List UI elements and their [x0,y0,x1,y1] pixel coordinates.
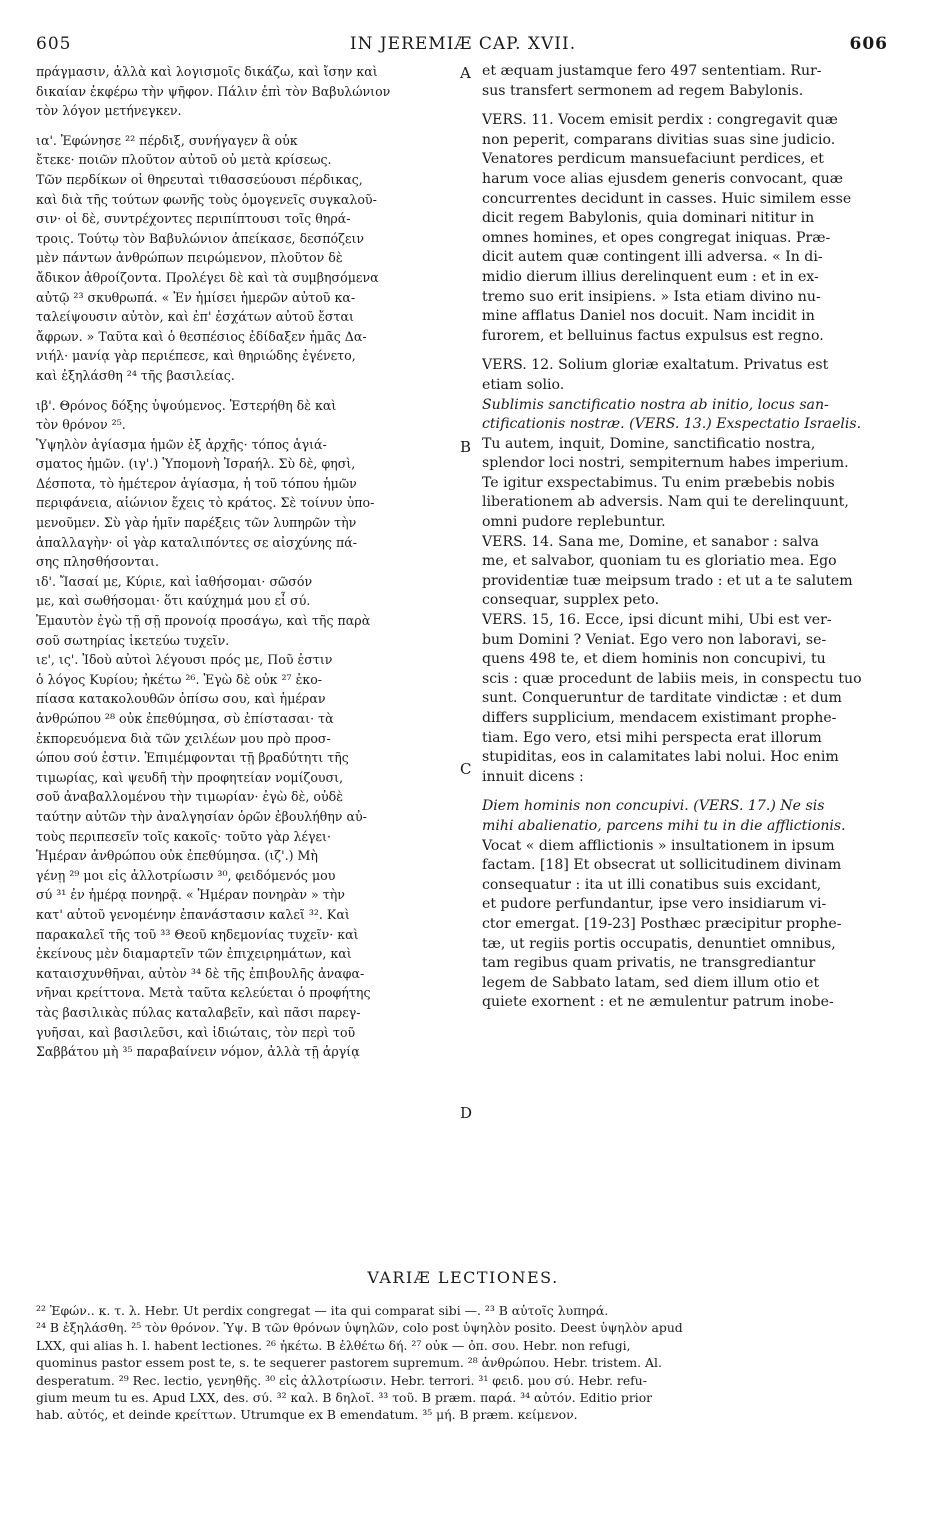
latin-text-line: tæ, ut regiis portis occupatis, denuntiet omnibus, [482,935,836,952]
paragraph-gap [36,121,456,131]
latin-text-line: VERS. 11. Vocem emisit perdix : congregavit quæ [482,112,838,129]
latin-text-line: tremo suo erit insipiens. » Ista etiam divino nu- [482,288,821,305]
greek-text-line: ἄφρων. » Ταῦτα καὶ ὁ θεσπέσιος ἐδίδαξεν ἡμᾶς Δα- [36,328,367,344]
latin-text-line: harum voce alias ejusdem generis convocant, quæ [482,170,844,187]
page-number-left: 605 [36,34,72,54]
greek-text-line: σοῦ ἀναβαλλομένου τὴν τιμωρίαν· ἐγὼ δὲ, οὐδὲ [36,789,343,805]
latin-text-line: consequatur : ita ut illi conatibus suis excidant, [482,876,822,893]
latin-text-line: Diem hominis non concupivi. (VERS. 17.) Ne sis [482,798,825,815]
greek-text-line: μενοῦμεν. Σὺ γὰρ ἡμῖν παρέξεις τῶν λυπηρῶν τὴν [36,515,357,531]
greek-text-line: σύ ³¹ ἐν ἡμέρᾳ πονηρᾷ. « Ἡμέραν πονηρὰν » τὴν [36,887,345,903]
greek-text-line: τοὺς περιπεσεῖν τοῖς κακοῖς· τοῦτο γὰρ λέγει· [36,828,331,844]
greek-text-line: τροις. Τούτῳ τὸν Βαβυλώνιον ἀπείκασε, δεσπόζειν [36,230,365,246]
latin-text-line: omnes homines, et opes congregat iniquas. Præ- [482,229,831,246]
greek-text-line: Ἡμέραν ἀνθρώπου οὐκ ἐπεθύμησα. (ιζ'.) Μὴ [36,848,318,864]
latin-text-line: Te igitur exspectabimus. Tu enim præbebis nobis [482,474,835,491]
greek-text-line: κατ' αὐτοῦ γενομένην ἐπανάστασιν καλεῖ ³². Καὶ [36,906,350,922]
latin-text-line: et æquam justamque fero 497 sententiam. Rur- [482,63,822,79]
greek-text-line: ταλείψουσιν αὐτὸν, καὶ ἐπ' ἐσχάτων αὐτοῦ ἔσται [36,309,354,325]
greek-text-line: γένῃ ²⁹ μοι εἰς ἀλλοτρίωσιν ³⁰, φειδόμενός μου [36,867,336,883]
footnote-line: gium meum tu es. Apud LXX, des. σύ. ³² καλ. B δηλοῖ. ³³ τοῦ. B præm. παρά. ³⁴ αὐτόν. Editio prior [36,1389,653,1405]
greek-text-line: σοῦ σωτηρίας ἱκετεύω τυχεῖν. [36,632,230,648]
paragraph-gap [482,346,892,356]
margin-letter-c: C [460,760,472,778]
latin-text-line: tam regibus quam privatis, ne transgrediantur [482,955,816,972]
footnote-line: desperatum. ²⁹ Rec. lectio, γενηθῆς. ³⁰ εἰς ἀλλοτρίωσιν. Hebr. terrori. ³¹ φειδ. μου σύ. Hebr. refu- [36,1372,647,1388]
greek-text-line: ὁ λόγος Κυρίου; ἠκέτω ²⁶. Ἐγὼ δὲ οὐκ ²⁷ ἐκο- [36,671,323,687]
footnote-line: ²⁴ B ἐξηλάσθη. ²⁵ τὸν θρόνον. Ὑψ. B τῶν θρόνων ὑψηλῶν, colo post ὑψηλὸν posito. Deest ὑψηλὸν apud [36,1320,683,1336]
greek-text-line: Δέσποτα, τὸ ἡμέτερον ἁγίασμα, ἡ τοῦ τόπου ἡμῶν [36,475,357,491]
greek-text-line: σης πλησθήσονται. [36,554,159,570]
latin-text-line: midio dierum illius derelinquent eum : et in ex- [482,268,819,285]
latin-text-line: furorem, et belluinus factus expulsus est regno. [482,327,824,344]
latin-text-line: tiam. Ego vero, etsi mihi perspecta erat illorum [482,729,822,746]
latin-text-line: mine afflatus Daniel nos docuit. Nam incidit in [482,308,815,325]
latin-text-line: differs supplicium, mendacem existimant prophe- [482,710,837,726]
latin-text-line: bum Domini ? Veniat. Ego vero non laboravi, se- [482,631,827,648]
greek-text-line: Ἐμαυτὸν ἐγὼ τῇ σῇ προνοίᾳ προσάγω, καὶ τῆς παρὰ [36,613,371,629]
latin-text-line: ctificationis nostræ. (VERS. 13.) Exspectatio Israelis. [482,416,862,433]
greek-text-line: τιμωρίας, καὶ ψευδῆ τὴν προφητείαν νομίζουσι, [36,769,344,785]
greek-text-line: ἀπαλλαγὴν· οἱ γὰρ καταλιπόντες σε αἰσχύνης πά- [36,534,358,550]
latin-text-line: providentiæ tuæ meipsum trado : et ut a te salutem [482,572,853,589]
latin-text-line: sus transfert sermonem ad regem Babylonis. [482,82,804,99]
latin-text-line: dicit autem quæ contingent illi adversa. « In di- [482,249,823,266]
greek-text-line: ιδ'. Ἴασαί με, Κύριε, καὶ ἰαθήσομαι· σῶσόν [36,573,313,589]
greek-column [36,62,456,1062]
greek-text-line: ώπου σού ἐστιν. Ἐπιμέμφονται τῇ βραδύτητι τῆς [36,750,349,766]
greek-text-line: Σαββάτου μὴ ³⁵ παραβαίνειν νόμον, ἀλλὰ τῇ ἀργίᾳ [36,1044,360,1060]
latin-column [482,62,892,1013]
greek-text-line: παρακαλεῖ τῆς τοῦ ³³ Θεοῦ κηδεμονίας τυχεῖν· καὶ [36,926,359,942]
greek-text-line: ἀνθρώπου ²⁸ οὐκ ἐπεθύμησα, σὺ ἐπίστασαι· τὰ [36,711,334,726]
footnote-line: ²² Ἐφών.. κ. τ. λ. Hebr. Ut perdix congregat — ita qui comparat sibi —. ²³ B αὐτοῖς λυπηρά. [36,1303,609,1318]
greek-text-line: Ὑψηλὸν ἁγίασμα ἡμῶν ἐξ ἀρχῆς· τόπος ἁγιά- [36,436,327,452]
greek-text-line: ιε', ις'. Ἰδοὺ αὐτοὶ λέγουσι πρός με, Ποῦ ἐστιν [36,652,333,668]
greek-text-line: ἔτεκε· ποιῶν πλοῦτον αὐτοῦ οὐ μετὰ κρίσεως. [36,152,332,168]
latin-text-line: non peperit, comparans divitias suas sine judicio. [482,131,836,148]
latin-text-line: scis : quæ procedunt de labiis meis, in conspectu tuo [482,670,862,687]
margin-letter-b: B [460,438,472,456]
latin-text-line: sunt. Conqueruntur de tarditate vindictæ : et dum [482,690,842,707]
greek-text-line: ιβ'. Θρόνος δόξης ὑψούμενος. Ἐστερήθη δὲ καὶ [36,397,337,413]
footnote-line: quominus pastor essem post te, s. te sequerer pastorem supremum. ²⁸ ἀνθρώπου. Hebr. tristem. Al. [36,1355,662,1371]
latin-text-line: Sublimis sanctificatio nostra ab initio, locus san- [482,396,829,413]
greek-text-line: καὶ ἐξηλάσθη ²⁴ τῆς βασιλείας. [36,367,235,383]
greek-text-line: τὰς βασιλικὰς πύλας καταλαβεῖν, καὶ πᾶσι παρεγ- [36,1004,361,1020]
latin-text-line: VERS. 14. Sana me, Domine, et sanabor : salva [482,533,819,550]
latin-text-line: mihi abalienatio, parcens mihi tu in die afflictionis. [482,817,846,834]
latin-text-line: consequar, supplex peto. [482,592,660,609]
latin-text-line: Vocat « diem afflictionis » insultationem in ipsum [482,837,835,854]
footnote-line: LXX, qui alias h. l. habent lectiones. ²⁶ ἠκέτω. B ἐλθέτω δή. ²⁷ οὐκ — ὀπ. σου. Hebr. non refugi, [36,1337,631,1353]
greek-text-line: σματος ἡμῶν. (ιγ'.) Ὑπομονὴ Ἰσραήλ. Σὺ δὲ, φησὶ, [36,456,356,472]
latin-text-line: VERS. 15, 16. Ecce, ipsi dicunt mihi, Ubi est ver- [482,612,832,629]
paragraph-gap [482,787,892,797]
latin-text-line: Tu autem, inquit, Domine, sanctificatio nostra, [482,435,816,452]
latin-text-line: ctor emergat. [19-23] Posthæc præcipitur prophe- [482,915,842,932]
greek-text-line: ταύτην αὐτῶν τὴν ἀναλγησίαν ὁρῶν ἐβουλήθην αὐ- [36,808,367,824]
paragraph-gap [482,101,892,111]
greek-text-line: πίασα κατακολουθῶν ὀπίσω σου, καὶ ἡμέραν [36,691,326,707]
greek-text-line: ἐκπορευόμενα διὰ τῶν χειλέων μου πρὸ προσ- [36,730,331,746]
paragraph-gap [36,386,456,396]
greek-text-line: ἐκείνους μὲν διαμαρτεῖν τῶν ἐπιχειρημάτων, καὶ [36,946,352,962]
greek-text-line: πράγμασιν, ἀλλὰ καὶ λογισμοῖς δικάζω, καὶ ἴσην καὶ [36,64,378,79]
running-title: IN JEREMIÆ CAP. XVII. [349,34,577,54]
greek-text-line: αὐτῷ ²³ σκυθρωπά. « Ἐν ἡμίσει ἡμερῶν αὐτοῦ κα- [36,289,356,305]
latin-text-line: concurrentes decidunt in casses. Huic similem esse [482,190,852,207]
greek-text-line: με, καὶ σωθήσομαι· ὅτι καύχημά μου εἶ σύ. [36,593,311,609]
latin-text-line: factam. [18] Et obsecrat ut sollicitudinem divinam [482,857,842,874]
latin-text-line: stupiditas, eos in calamitates labi nolui. Hoc enim [482,749,839,766]
variae-lectiones-heading: VARIÆ LECTIONES. [367,1268,559,1287]
footnotes [36,1302,892,1424]
greek-text-line: νιήλ· μανίᾳ γὰρ περιέπεσε, καὶ θηριώδης ἐγένετο, [36,348,356,364]
latin-text-line: quens 498 te, et diem hominis non concupivi, tu [482,651,826,668]
latin-text-line: liberationem ab adversis. Nam qui te derelinquunt, [482,494,849,511]
greek-text-line: μὲν πάντων ἀνθρώπων πειρώμενον, πλοῦτον δὲ [36,250,343,266]
latin-text-line: etiam solio. [482,376,565,393]
greek-text-line: καὶ διὰ τῆς τούτων φωνῆς τοὺς ὁμογενεῖς συγκαλοῦ- [36,191,377,207]
latin-text-line: innuit dicens : [482,768,584,785]
latin-text-line: dicit regem Babylonis, quia dominari nititur in [482,210,815,227]
latin-text-line: legem de Sabbato latam, sed diem illum otio et [482,974,820,991]
latin-text-line: omni pudore replebuntur. [482,514,666,531]
latin-text-line: me, et salvabor, quoniam tu es gloriatio mea. Ego [482,553,837,570]
latin-text-line: splendor loci nostri, sempiternum habes imperium. [482,455,849,472]
latin-text-line: Venatores perdicum mansuefaciunt perdices, et [482,151,824,168]
greek-text-line: ια'. Ἐφώνησε ²² πέρδιξ, συνήγαγεν ἃ οὐκ [36,132,298,148]
margin-letter-a: A [460,64,471,82]
greek-text-line: τὸν λόγον μετήνεγκεν. [36,103,182,119]
latin-text-line: et pudore perfundantur, ipse vero insidiarum vi- [482,896,827,913]
greek-text-line: γυῆσαι, καὶ βασιλεῦσι, καὶ ἰδιώταις, τὸν περὶ τοῦ [36,1024,356,1040]
greek-text-line: καταισχυνθῆναι, αὐτὸν ³⁴ δὲ τῆς ἐπιβουλῆς ἀναφα- [36,965,365,981]
greek-text-line: δικαίαν ἐκφέρω τὴν ψῆφον. Πάλιν ἐπὶ τὸν Βαβυλώνιον [36,83,391,99]
greek-text-line: τὸν θρόνον ²⁵. [36,417,126,433]
greek-text-line: σιν· οἱ δὲ, συντρέχοντες περιπίπτουσι τοῖς θηρά- [36,211,351,227]
margin-letter-d: D [460,1104,473,1122]
greek-text-line: Τῶν περδίκων οἱ θηρευταὶ τιθασσεύουσι πέρδικας, [36,171,363,187]
latin-text-line: quiete exornent : et ne æmulentur patrum inobe- [482,994,834,1011]
page-number-right: 606 [849,34,888,54]
greek-text-line: περιφάνεια, αἰώνιον ἔχεις τὸ κράτος. Σὲ τοίνυν ὑπο- [36,495,375,511]
greek-text-line: ἄδικον ἀθροίζοντα. Προλέγει δὲ καὶ τὰ συμβησόμενα [36,269,379,285]
latin-text-line: VERS. 12. Solium gloriæ exaltatum. Privatus est [482,357,829,374]
footnote-line: hab. αὐτός, et deinde κρείττων. Utrumque ex B emendatum. ³⁵ μή. B præm. κείμενον. [36,1407,578,1423]
greek-text-line: νῆναι κρείττονα. Μετὰ ταῦτα κελεύεται ὁ προφήτης [36,985,371,1001]
